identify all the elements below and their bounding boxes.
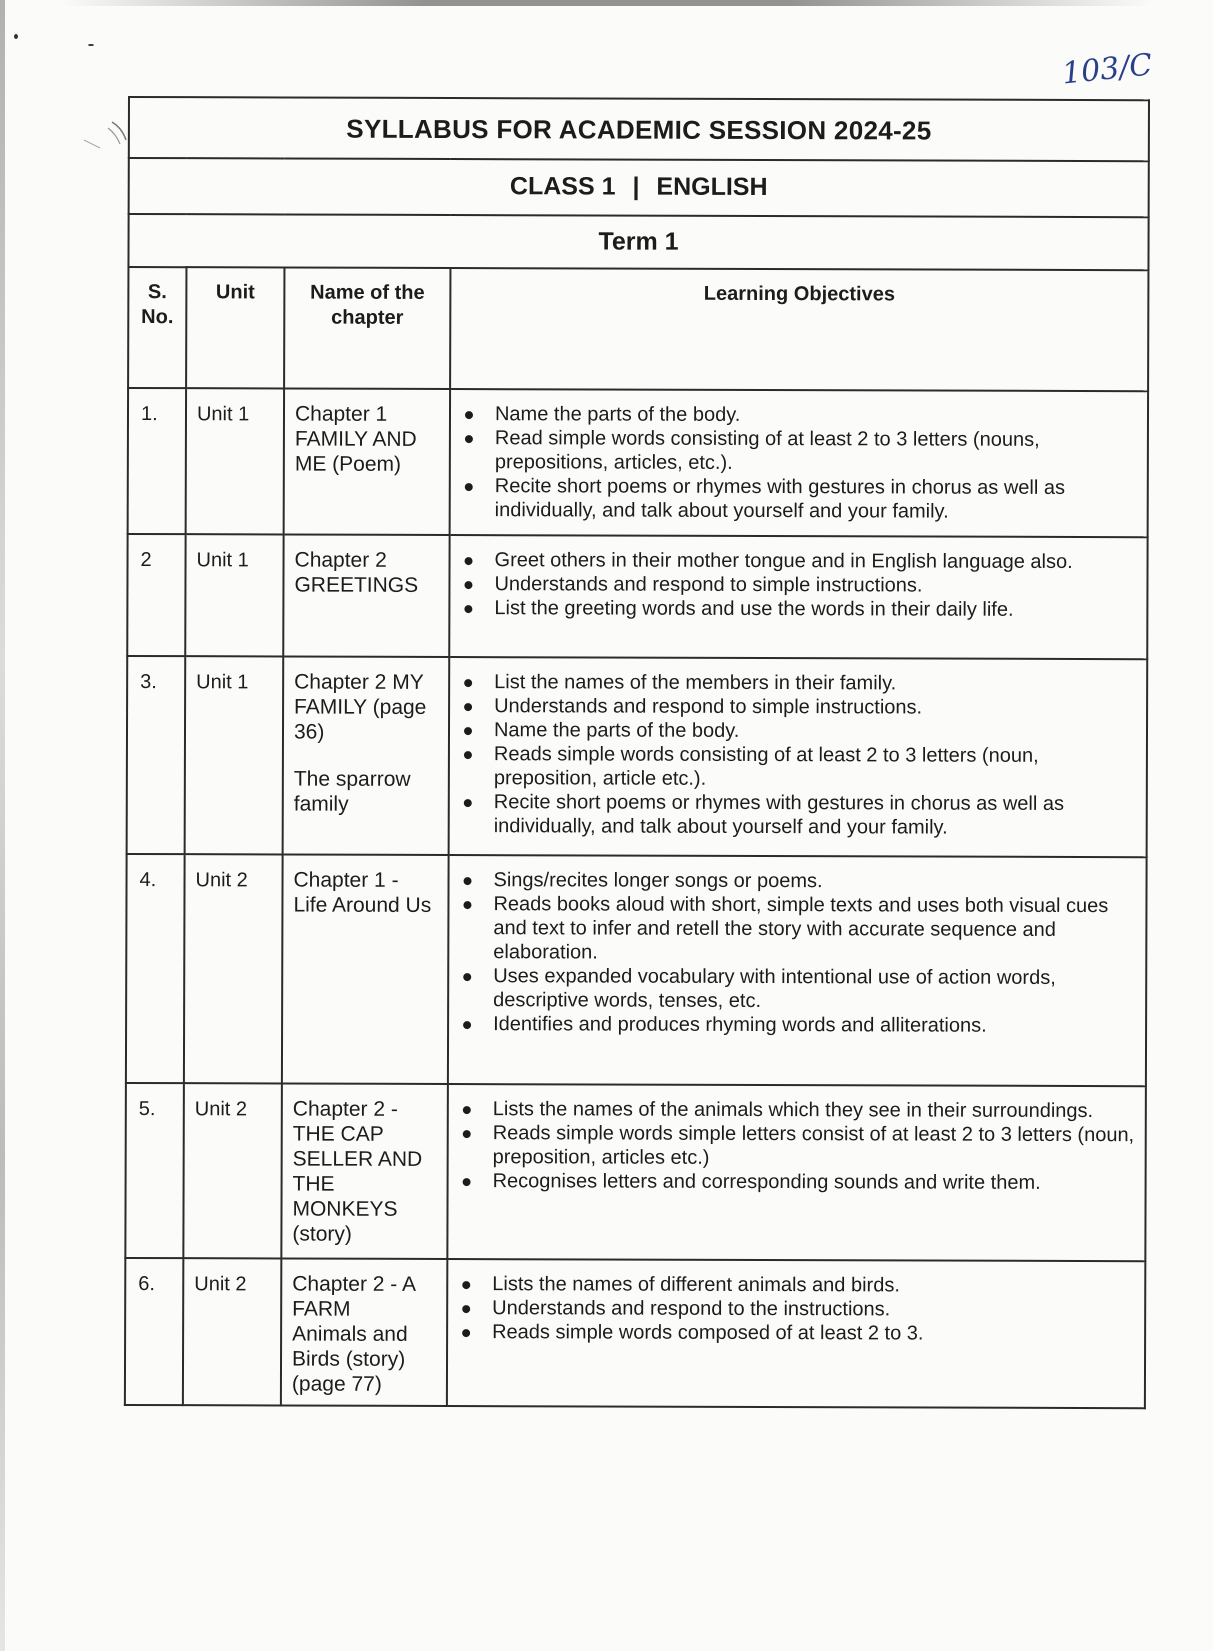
objective-item: Read simple words consisting of at least 2 to 3 letters (nouns, prepositions, articles, etc.). bbox=[495, 426, 1137, 476]
row-sno: 6. bbox=[125, 1258, 183, 1405]
objective-item: Identifies and produces rhyming words and alliterations. bbox=[493, 1012, 1135, 1038]
objective-item: Reads books aloud with short, simple texts and uses both visual cues and text to infer and retell the story with accurate sequence and elaboration. bbox=[493, 892, 1135, 966]
row-chapter: Chapter 1 FAMILY AND ME (Poem) bbox=[284, 388, 450, 535]
scan-speck bbox=[88, 44, 94, 46]
row-unit: Unit 2 bbox=[184, 854, 283, 1083]
objective-item: Understands and respond to simple instructions. bbox=[494, 572, 1136, 598]
objective-item: Understands and respond to the instructions. bbox=[492, 1297, 1134, 1323]
document-title: SYLLABUS FOR ACADEMIC SESSION 2024-25 bbox=[129, 97, 1149, 161]
row-sno: 3. bbox=[127, 656, 186, 854]
objective-item: Understands and respond to simple instructions. bbox=[494, 694, 1136, 720]
objective-item: Reads simple words simple letters consist of at least 2 to 3 letters (noun, preposition, articles etc.) bbox=[493, 1121, 1135, 1171]
subject-label: ENGLISH bbox=[656, 172, 768, 202]
row-unit: Unit 1 bbox=[185, 656, 284, 854]
row-objectives bbox=[447, 1084, 1146, 1262]
objective-item: List the greeting words and use the words in their daily life. bbox=[494, 596, 1136, 622]
row-chapter: Chapter 2 - THE CAP SELLER AND THE MONKEYS (story) bbox=[281, 1084, 448, 1260]
objective-item: Reads simple words consisting of at least 2 to 3 letters (noun, preposition, article etc.). bbox=[494, 742, 1136, 792]
row-sno: 2 bbox=[127, 534, 185, 656]
table-row bbox=[125, 1258, 1145, 1408]
heading-separator: | bbox=[632, 172, 640, 201]
handwritten-annotation: 103/C bbox=[1060, 47, 1154, 92]
row-objectives bbox=[450, 389, 1148, 538]
objective-item: Lists the names of the animals which they see in their surroundings. bbox=[493, 1097, 1135, 1123]
objective-item: Name the parts of the body. bbox=[495, 402, 1137, 428]
scan-left-edge bbox=[0, 0, 5, 1651]
objective-item: Lists the names of different animals and birds. bbox=[492, 1273, 1134, 1299]
class-row bbox=[129, 158, 1149, 217]
scan-top-edge bbox=[0, 0, 1213, 6]
term-heading: Term 1 bbox=[128, 214, 1148, 271]
objective-item: Recite short poems or rhymes with gestures in chorus as well as individually, and talk about yourself and your family. bbox=[495, 474, 1137, 524]
header-row bbox=[128, 267, 1148, 391]
row-objectives bbox=[448, 855, 1147, 1086]
header-unit: Unit bbox=[186, 267, 284, 388]
table-row bbox=[127, 534, 1147, 659]
objective-item: Greet others in their mother tongue and in English language also. bbox=[495, 548, 1137, 574]
row-objectives bbox=[449, 657, 1148, 857]
objective-item: Uses expanded vocabulary with intentional use of action words, descriptive words, tenses, etc. bbox=[493, 964, 1135, 1014]
row-chapter: Chapter 1 - Life Around Us bbox=[282, 855, 449, 1085]
syllabus-table bbox=[124, 96, 1150, 1409]
row-chapter: Chapter 2 MY FAMILY (page 36) The sparrow family bbox=[283, 657, 450, 856]
term-row bbox=[128, 214, 1148, 271]
objective-item: List the names of the members in their family. bbox=[494, 670, 1136, 696]
scan-speck bbox=[14, 34, 18, 39]
objective-item: Recite short poems or rhymes with gestures in chorus as well as individually, and talk about yourself and your family. bbox=[494, 790, 1136, 840]
row-chapter: Chapter 2 - A FARM Animals and Birds (story) (page 77) bbox=[281, 1259, 447, 1406]
table-row bbox=[127, 656, 1148, 857]
objective-item: Recognises letters and corresponding sounds and write them. bbox=[493, 1169, 1135, 1195]
header-sno: S. No. bbox=[128, 267, 186, 388]
row-unit: Unit 1 bbox=[186, 388, 284, 535]
row-sno: 4. bbox=[126, 854, 185, 1083]
objective-item: Name the parts of the body. bbox=[494, 718, 1136, 744]
row-objectives bbox=[447, 1259, 1145, 1408]
row-unit: Unit 1 bbox=[185, 535, 283, 657]
objective-item: Reads simple words composed of at least 2 to 3. bbox=[492, 1321, 1134, 1347]
row-unit: Unit 2 bbox=[183, 1083, 282, 1259]
table-row bbox=[128, 388, 1148, 538]
title-row bbox=[129, 97, 1149, 161]
table-row bbox=[126, 854, 1147, 1086]
objective-item: Sings/recites longer songs or poems. bbox=[494, 868, 1136, 894]
class-subject-heading bbox=[129, 158, 1149, 217]
class-label: CLASS 1 bbox=[509, 172, 616, 201]
row-sno: 5. bbox=[125, 1083, 184, 1259]
header-chapter: Name of the chapter bbox=[284, 268, 450, 389]
row-chapter: Chapter 2 GREETINGS bbox=[283, 535, 449, 657]
table-row bbox=[125, 1083, 1146, 1262]
row-objectives bbox=[449, 535, 1147, 659]
row-unit: Unit 2 bbox=[183, 1259, 281, 1406]
header-objectives: Learning Objectives bbox=[450, 268, 1148, 391]
row-sno: 1. bbox=[128, 388, 186, 535]
